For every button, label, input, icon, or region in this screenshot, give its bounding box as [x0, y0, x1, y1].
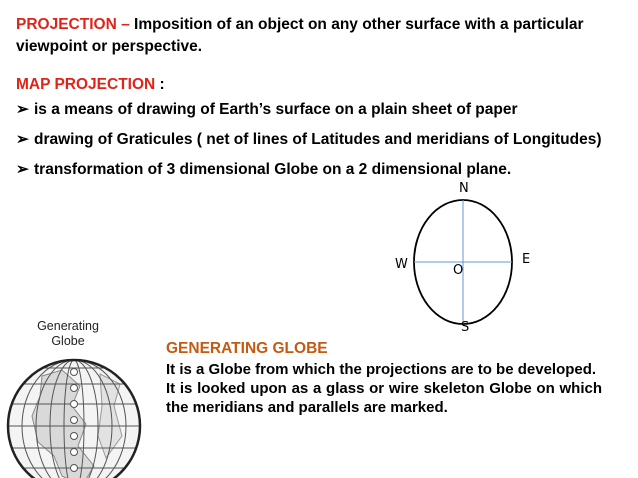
- bullet-text: transformation of 3 dimensional Globe on a 2 dimensional plane.: [34, 161, 512, 178]
- projection-definition-text: Imposition of an object on any other surface with a particular viewpoint or perspective.: [16, 16, 584, 55]
- globe-caption-line2: Globe: [51, 334, 85, 348]
- generating-globe-paragraph1: It is a Globe from which the projections are to be developed.: [166, 361, 597, 378]
- globe-image-caption: [20, 319, 116, 349]
- wire-globe-illustration: [2, 346, 152, 478]
- globe-caption-line1: Generating: [37, 319, 99, 333]
- bullet-item: [16, 160, 511, 179]
- arrow-bullet-icon: ➢: [16, 131, 29, 148]
- label-west: W: [395, 257, 408, 272]
- map-projection-title: MAP PROJECTION: [16, 76, 156, 93]
- arrow-bullet-icon: ➢: [16, 161, 29, 178]
- bullet-item: [16, 100, 518, 119]
- generating-globe-heading: GENERATING GLOBE: [166, 340, 328, 357]
- generating-globe-paragraph2: It is looked upon as a glass or wire skeleton Globe on which the meridians and parallels are marked.: [166, 380, 602, 416]
- label-origin: O: [453, 263, 464, 278]
- projection-definition: [16, 14, 626, 58]
- label-south: S: [461, 320, 470, 335]
- projection-circle-diagram: [390, 178, 540, 338]
- generating-globe-body: [166, 360, 602, 417]
- map-projection-colon: :: [155, 76, 165, 93]
- bullet-text: drawing of Graticules ( net of lines of Latitudes and meridians of Longitudes): [34, 131, 602, 148]
- bullet-text: is a means of drawing of Earth’s surface on a plain sheet of paper: [34, 101, 518, 118]
- label-east: E: [522, 252, 531, 267]
- map-projection-heading: [16, 76, 165, 94]
- projection-term: PROJECTION –: [16, 16, 130, 33]
- label-north: N: [459, 181, 469, 196]
- bullet-item: [16, 130, 602, 149]
- arrow-bullet-icon: ➢: [16, 101, 29, 118]
